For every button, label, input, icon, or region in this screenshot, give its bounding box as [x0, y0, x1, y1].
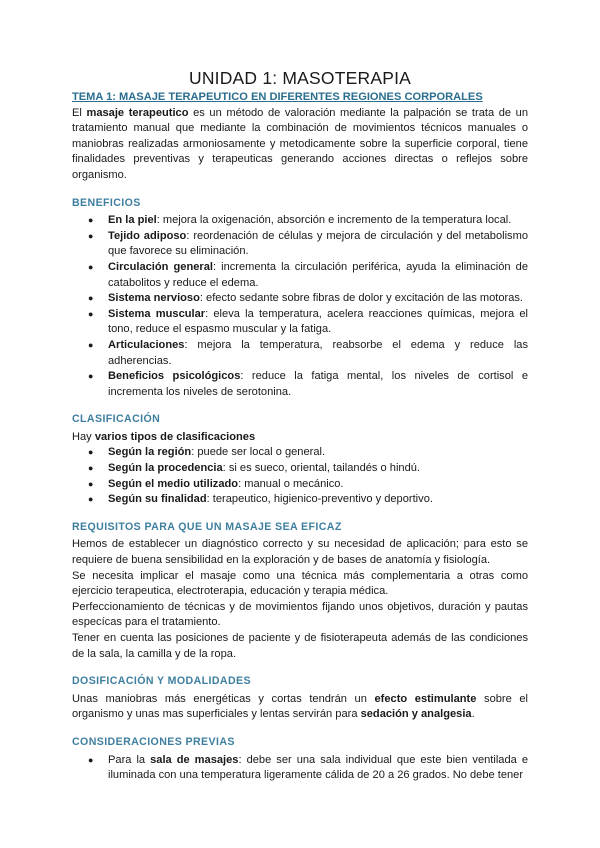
requisitos-paragraph: Perfeccionamiento de técnicas y de movimientos fijando unos objetivos, duración y pautas especícas para el tratamiento. [72, 600, 528, 629]
clasificacion-list [72, 445, 528, 507]
list-item: ● Según la región: puede ser local o general. [72, 445, 528, 461]
topic-heading: TEMA 1: MASAJE TERAPEUTICO EN DIFERENTES REGIONES CORPORALES [72, 91, 483, 103]
list-item: ● Según el medio utilizado: manual o mecánico. [72, 477, 528, 493]
list-item: ● Tejido adiposo: reordenación de células y mejora de circulación y del metabolismo que favorece su eliminación. [72, 229, 528, 260]
list-item: ● Articulaciones: mejora la temperatura, reabsorbe el edema y reduce las adherencias. [72, 338, 528, 369]
requisitos-paragraph: Se necesita implicar el masaje como una técnica más complementaria a otras como ejercicio terapeutica, electroterapia, educación y terapia médica. [72, 569, 528, 598]
list-item: ● Según la procedencia: si es sueco, oriental, tailandés o hindú. [72, 461, 528, 477]
section-heading-consideraciones: CONSIDERACIONES PREVIAS [72, 735, 235, 748]
list-item: ● Según su finalidad: terapeutico, higienico-preventivo y deportivo. [72, 492, 528, 508]
section-heading-beneficios: BENEFICIOS [72, 196, 141, 209]
section-heading-requisitos: REQUISITOS PARA QUE UN MASAJE SEA EFICAZ [72, 520, 342, 533]
list-item: ● En la piel: mejora la oxigenación, absorción e incremento de la temperatura local. [72, 213, 528, 229]
clasificacion-intro: Hay varios tipos de clasificaciones [72, 430, 256, 443]
intro-paragraph: El masaje terapeutico es un método de valoración mediante la palpación se trata de un tratamiento manual que mediante la combinación de movimientos técnicos manuales o maniobras realizadas armoniosamente y metodicamente sobre la superficie corporal, tiene finalidades preventivas y terapeuticas generando acciones directas o reflejos sobre organismo. [72, 106, 528, 181]
requisitos-paragraph: Tener en cuenta las posiciones de paciente y de fisioterapeuta además de las condiciones de la sala, la camilla y de la ropa. [72, 632, 528, 660]
list-item: ● Para la sala de masajes: debe ser una sala individual que este bien ventilada e iluminada con una temperatura ligeramente cálida de 20 a 26 grados. No debe tener [72, 753, 528, 784]
dosificacion-paragraph: Unas maniobras más energéticas y cortas tendrán un efecto estimulante sobre el organismo y unas mas superficiales y lentas servirán para sedación y analgesia. [72, 692, 528, 721]
document-page [72, 68, 528, 784]
requisitos-paragraph: Hemos de establecer un diagnóstico correcto y su necesidad de aplicación; para esto se requiere de buena sensibilidad en la exploración y de bases de anatomía y fisiología. [72, 538, 528, 567]
section-heading-dosificacion: DOSIFICACIÓN Y MODALIDADES [72, 675, 251, 688]
list-item: ● Circulación general: incrementa la circulación periférica, ayuda la eliminación de catabolitos y reduce el edema. [72, 260, 528, 291]
list-item: ● Beneficios psicológicos: reduce la fatiga mental, los niveles de cortisol e incrementa los niveles de serotonina. [72, 369, 528, 400]
consideraciones-list [72, 753, 528, 784]
section-heading-clasificacion: CLASIFICACIÓN [72, 413, 161, 426]
list-item: ● Sistema muscular: eleva la temperatura, acelera reacciones químicas, mejora el tono, reduce el espasmo muscular y la fatiga. [72, 307, 528, 338]
beneficios-list [72, 213, 528, 400]
list-item: ● Sistema nervioso: efecto sedante sobre fibras de dolor y excitación de las motoras. [72, 291, 528, 307]
document-title: UNIDAD 1: MASOTERAPIA [188, 68, 412, 88]
